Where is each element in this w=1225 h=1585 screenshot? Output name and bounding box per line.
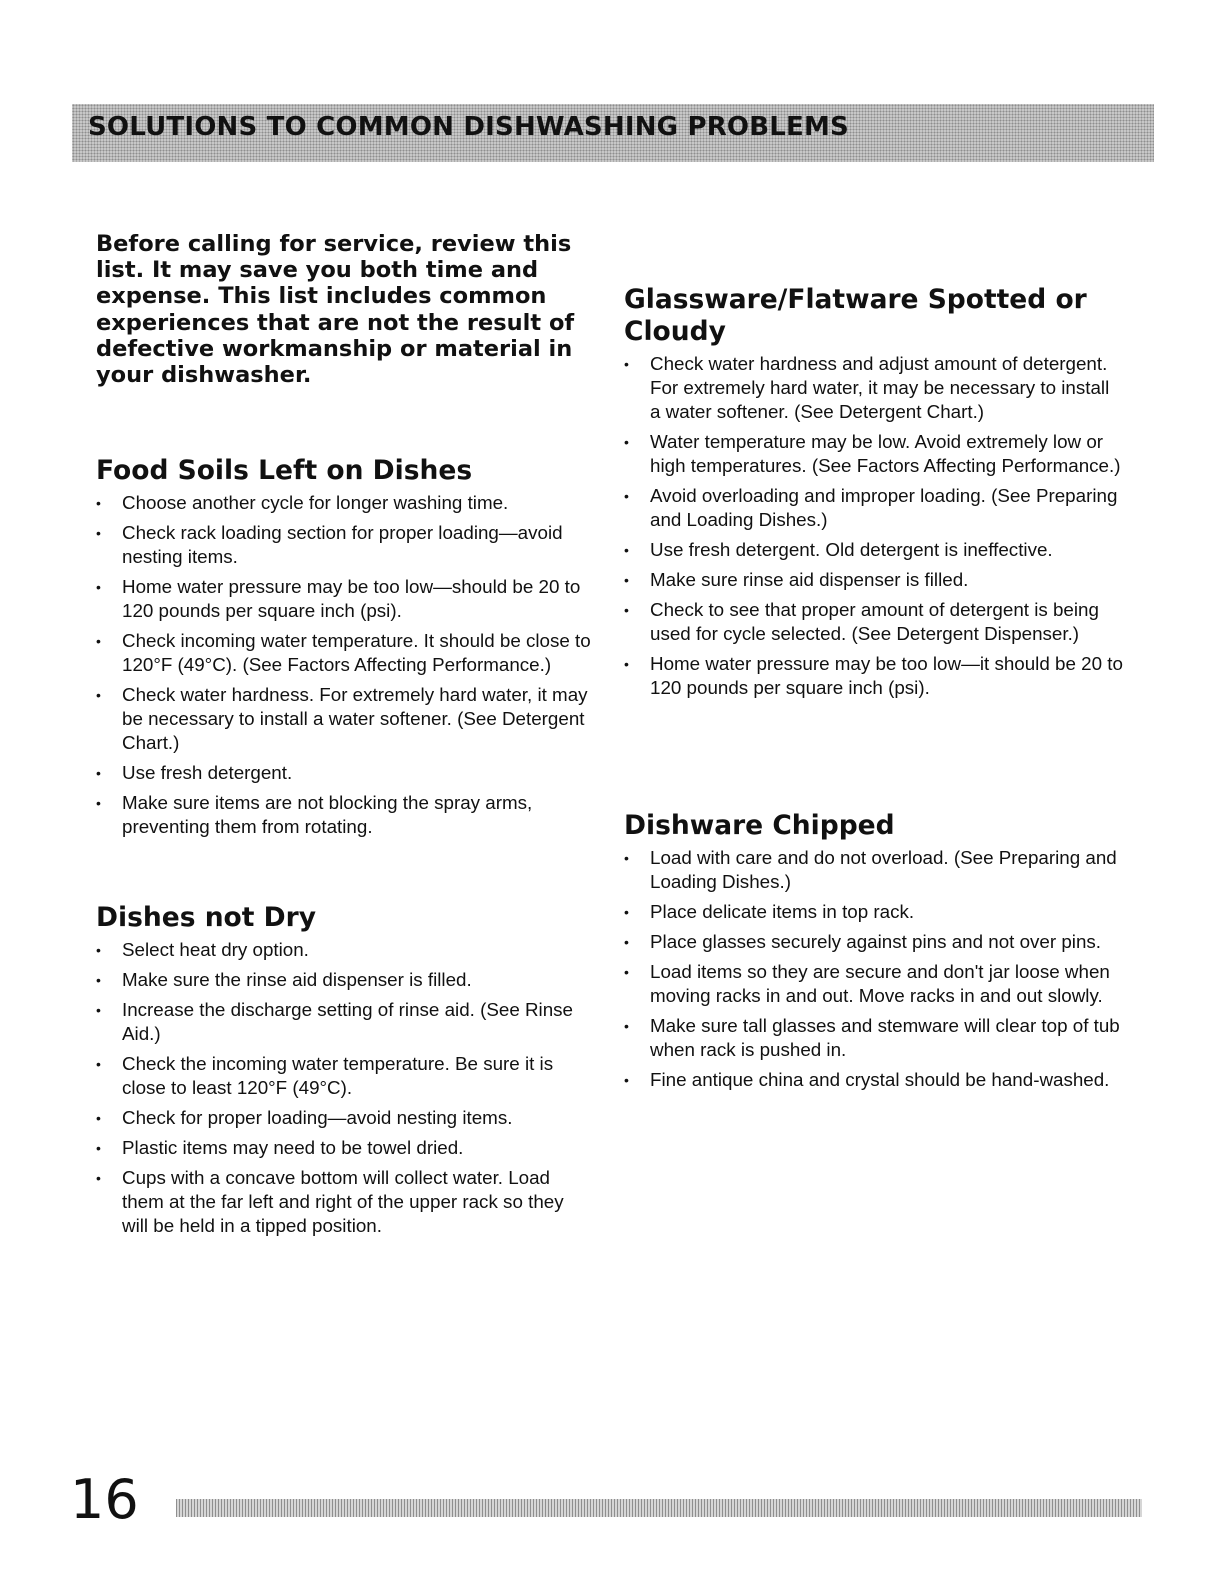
list-item-text: Fine antique china and crystal should be hand-washed. <box>650 1069 1110 1090</box>
bullet-icon: • <box>96 1056 101 1072</box>
section-title: Glassware/Flatware Spotted or Cloudy <box>624 284 1087 347</box>
list-item <box>96 761 596 785</box>
list-item-text: Check the incoming water temperature. Be sure it is close to least 120°F (49°C). <box>122 1053 554 1098</box>
list-item <box>96 1106 576 1130</box>
bullet-icon: • <box>96 942 101 958</box>
list-item-text: Load items so they are secure and don't jar loose when moving racks in and out. Move racks in and out slowly. <box>650 961 1110 1006</box>
list-item-text: Use fresh detergent. <box>122 762 293 783</box>
list-item-text: Check water hardness. For extremely hard water, it may be necessary to install a water softener. (See Detergent Chart.) <box>122 684 588 753</box>
list-item <box>96 629 596 677</box>
section-food-soils <box>96 455 596 845</box>
list-item-text: Choose another cycle for longer washing time. <box>122 492 509 513</box>
list-item-text: Home water pressure may be too low—it should be 20 to 120 pounds per square inch (psi). <box>650 653 1123 698</box>
bullet-icon: • <box>96 1110 101 1126</box>
bullet-icon: • <box>624 1072 629 1088</box>
list-item-text: Use fresh detergent. Old detergent is ineffective. <box>650 539 1053 560</box>
list-item-text: Make sure the rinse aid dispenser is filled. <box>122 969 472 990</box>
intro-text: Before calling for service, review this list. It may save you both time and expense. This list includes common experiences that are not the result of defective workmanship or material in your dishwasher. <box>96 231 575 389</box>
list-item <box>96 791 596 839</box>
list-item-text: Avoid overloading and improper loading. (See Preparing and Loading Dishes.) <box>650 485 1118 530</box>
bullet-icon: • <box>624 1018 629 1034</box>
bullet-icon: • <box>624 434 629 450</box>
list-item-text: Select heat dry option. <box>122 939 309 960</box>
list-item <box>96 683 596 755</box>
list-item <box>96 1166 576 1238</box>
list-item <box>624 1068 1124 1092</box>
bullet-icon: • <box>96 579 101 595</box>
list-item <box>96 575 596 623</box>
bullet-icon: • <box>96 525 101 541</box>
list-item-text: Make sure items are not blocking the spray arms, preventing them from rotating. <box>122 792 533 837</box>
bullet-icon: • <box>96 795 101 811</box>
list-item-text: Check rack loading section for proper loading—avoid nesting items. <box>122 522 563 567</box>
list-item <box>96 998 576 1046</box>
bullet-icon: • <box>96 765 101 781</box>
footer-rule <box>176 1499 1142 1517</box>
bullet-icon: • <box>624 904 629 920</box>
list-item <box>624 430 1124 478</box>
list-item <box>624 484 1124 532</box>
page-title: SOLUTIONS TO COMMON DISHWASHING PROBLEMS <box>88 112 849 142</box>
list-item <box>96 1052 576 1100</box>
bullet-icon: • <box>624 356 629 372</box>
bullet-icon: • <box>624 488 629 504</box>
list-item-text: Check incoming water temperature. It should be close to 120°F (49°C). (See Factors Affecting Performance.) <box>122 630 591 675</box>
bullet-list <box>96 938 576 1238</box>
list-item <box>624 568 1124 592</box>
section-title: Dishes not Dry <box>96 902 316 933</box>
list-item <box>624 352 1124 424</box>
list-item-text: Make sure tall glasses and stemware will clear top of tub when rack is pushed in. <box>650 1015 1120 1060</box>
bullet-icon: • <box>96 495 101 511</box>
list-item-text: Place glasses securely against pins and not over pins. <box>650 931 1102 952</box>
list-item <box>96 938 576 962</box>
list-item-text: Place delicate items in top rack. <box>650 901 915 922</box>
section-glassware-spotted <box>624 284 1124 706</box>
list-item <box>624 538 1124 562</box>
list-item <box>96 1136 576 1160</box>
list-item <box>624 846 1124 894</box>
bullet-icon: • <box>96 1140 101 1156</box>
bullet-icon: • <box>624 934 629 950</box>
bullet-icon: • <box>624 602 629 618</box>
list-item <box>96 968 576 992</box>
bullet-icon: • <box>624 656 629 672</box>
list-item <box>624 652 1124 700</box>
bullet-icon: • <box>96 687 101 703</box>
bullet-icon: • <box>624 542 629 558</box>
bullet-icon: • <box>96 972 101 988</box>
list-item-text: Cups with a concave bottom will collect water. Load them at the far left and right of the upper rack so they will be held in a tipped position. <box>122 1167 564 1236</box>
list-item-text: Make sure rinse aid dispenser is filled. <box>650 569 969 590</box>
bullet-list <box>624 846 1124 1092</box>
page-number: 16 <box>70 1468 139 1531</box>
list-item <box>624 1014 1124 1062</box>
bullet-icon: • <box>96 1002 101 1018</box>
list-item <box>624 930 1124 954</box>
bullet-icon: • <box>96 1170 101 1186</box>
section-dishware-chipped <box>624 810 1124 1098</box>
list-item <box>96 521 596 569</box>
bullet-list <box>96 491 596 839</box>
list-item-text: Increase the discharge setting of rinse aid. (See Rinse Aid.) <box>122 999 573 1044</box>
bullet-icon: • <box>624 850 629 866</box>
list-item-text: Water temperature may be low. Avoid extremely low or high temperatures. (See Factors Affecting Performance.) <box>650 431 1121 476</box>
bullet-icon: • <box>624 964 629 980</box>
list-item-text: Plastic items may need to be towel dried. <box>122 1137 464 1158</box>
list-item <box>624 900 1124 924</box>
section-banner <box>72 104 1154 162</box>
list-item-text: Check for proper loading—avoid nesting items. <box>122 1107 513 1128</box>
list-item-text: Check to see that proper amount of detergent is being used for cycle selected. (See Detergent Dispenser.) <box>650 599 1099 644</box>
bullet-icon: • <box>96 633 101 649</box>
bullet-icon: • <box>624 572 629 588</box>
bullet-list <box>624 352 1124 700</box>
section-dishes-not-dry <box>96 902 576 1244</box>
list-item-text: Home water pressure may be too low—should be 20 to 120 pounds per square inch (psi). <box>122 576 581 621</box>
section-title: Dishware Chipped <box>624 810 895 841</box>
list-item <box>624 960 1124 1008</box>
list-item <box>624 598 1124 646</box>
list-item-text: Check water hardness and adjust amount of detergent. For extremely hard water, it may be necessary to install a water softener. (See Detergent Chart.) <box>650 353 1110 422</box>
list-item <box>96 491 596 515</box>
list-item-text: Load with care and do not overload. (See Preparing and Loading Dishes.) <box>650 847 1117 892</box>
section-title: Food Soils Left on Dishes <box>96 455 473 486</box>
